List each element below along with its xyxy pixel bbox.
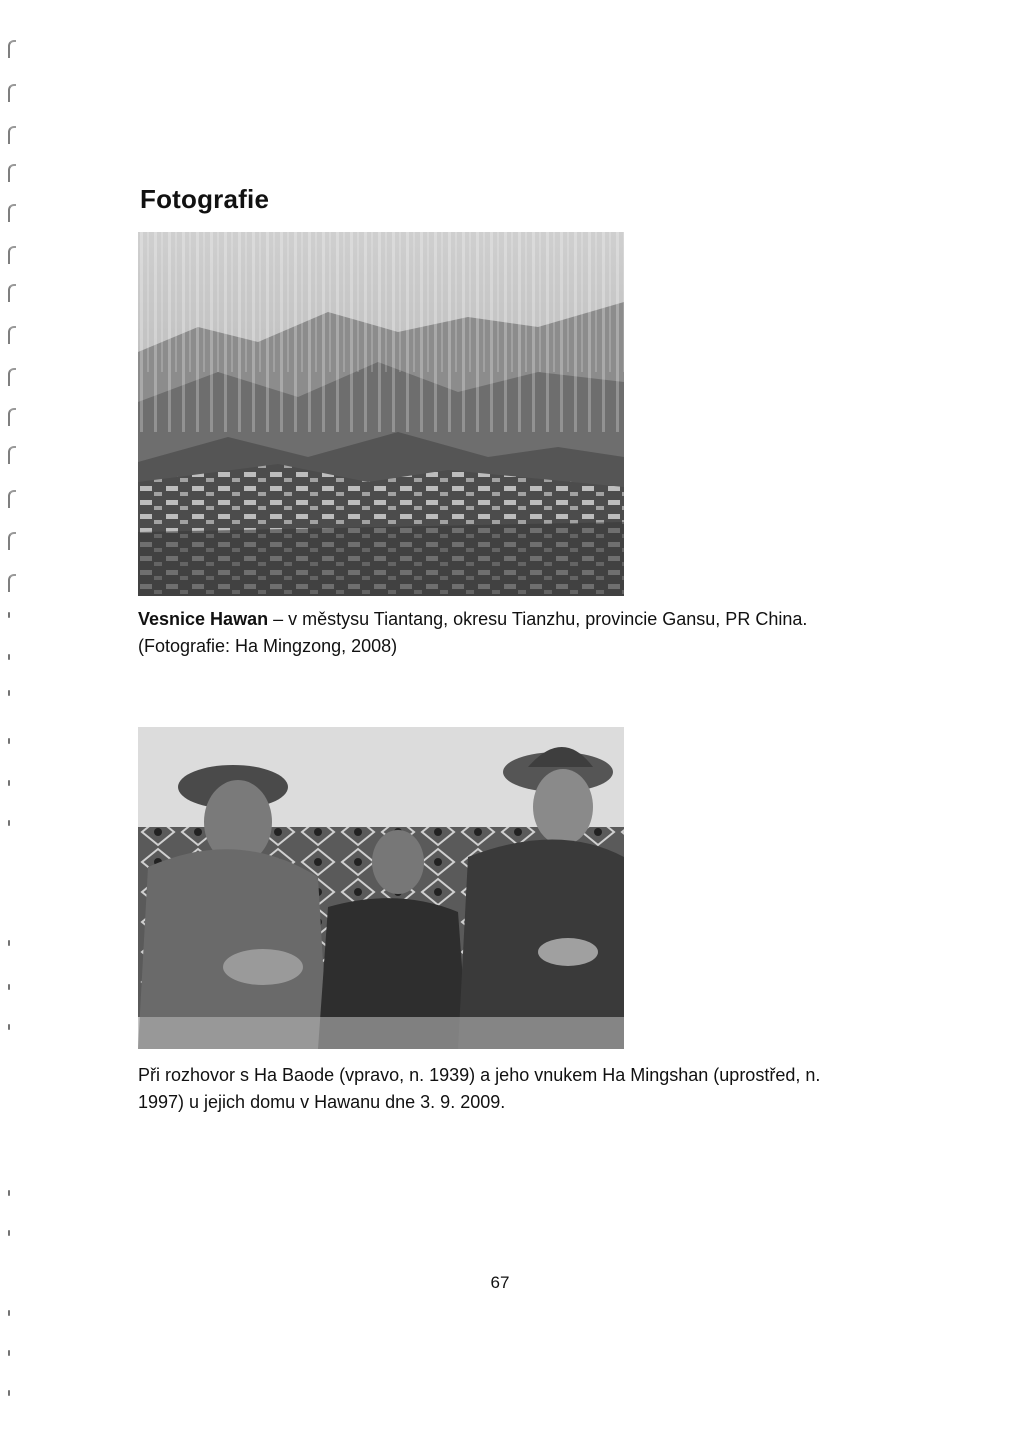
caption-title: Vesnice Hawan xyxy=(138,609,269,629)
interview-photo-caption xyxy=(138,1062,878,1116)
interview-photo xyxy=(138,727,624,1049)
village-photo xyxy=(138,232,624,596)
village-landscape-image xyxy=(138,232,624,596)
interview-scene-image xyxy=(138,727,624,1049)
page-number: 67 xyxy=(490,1273,510,1292)
page-heading: Fotografie xyxy=(140,184,270,214)
caption-line-1 xyxy=(138,606,878,633)
binding-margin-artifacts xyxy=(0,0,40,1442)
caption-credit: (Fotografie: Ha Mingzong, 2008) xyxy=(138,636,398,656)
village-photo-caption xyxy=(138,606,878,660)
caption-line-2: 1997) u jejich domu v Hawanu dne 3. 9. 2009. xyxy=(138,1092,506,1112)
caption-location: – v městysu Tiantang, okresu Tianzhu, provincie Gansu, PR China. xyxy=(268,609,808,629)
caption-line-1: Při rozhovor s Ha Baode (vpravo, n. 1939) a jeho vnukem Ha Mingshan (uprostřed, n. xyxy=(138,1065,821,1085)
